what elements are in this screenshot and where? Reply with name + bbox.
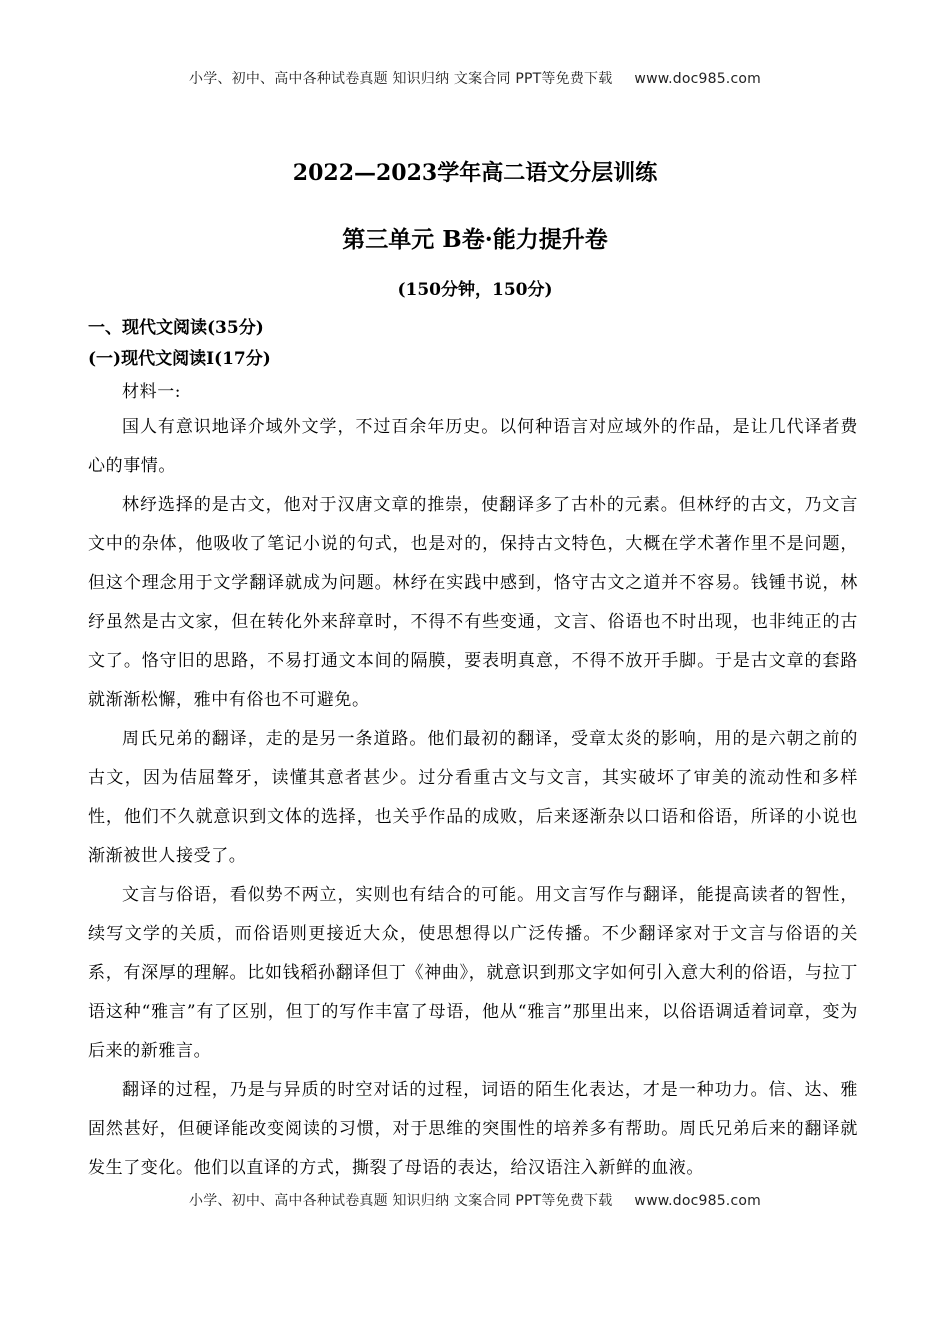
header-site-link[interactable]: www.doc985.com: [634, 71, 761, 87]
header-text: 小学、初中、高中各种试卷真题 知识归纳 文案合同 PPT等免费下载: [189, 71, 613, 87]
material-label: 材料一:: [122, 382, 182, 402]
exam-title: 2022—2023学年高二语文分层训练: [292, 160, 658, 186]
paragraph: 林纾选择的是古文，他对于汉唐文章的推崇，使翻译多了古朴的元素。但林纾的古文，乃文言文中的杂体，他吸收了笔记小说的句式，也是对的，保持古文特色，大概在学术著作里不是问题，但这个理念用于文学翻译就成为问题。林纾在实践中感到，恪守古文之道并不容易。钱锺书说，林纾虽然是古文家，但在转化外来辞章时，不得不有些变通，文言、俗语也不时出现，也非纯正的古文了。恪守旧的思路，不易打通文本间的隔膜，要表明真意，不得不放开手脚。于是古文章的套路就渐渐松懈，雅中有俗也不可避免。: [88, 495, 858, 710]
paragraph: 国人有意识地译介域外文学，不过百余年历史。以何种语言对应域外的作品，是让几代译者费心的事情。: [88, 417, 858, 476]
footer-site-link[interactable]: www.doc985.com: [634, 1193, 761, 1209]
section-heading-part1: 一、现代文阅读(35分): [88, 318, 264, 338]
footer-text: 小学、初中、高中各种试卷真题 知识归纳 文案合同 PPT等免费下载: [189, 1193, 613, 1209]
reading-material: [88, 378, 858, 1188]
section-heading-part1-1: (一)现代文阅读Ⅰ(17分): [88, 349, 271, 369]
exam-subtitle: 第三单元 B卷·能力提升卷: [342, 226, 608, 253]
paragraph: 翻译的过程，乃是与异质的时空对话的过程，词语的陌生化表达，才是一种功力。信、达、雅固然甚好，但硬译能改变阅读的习惯，对于思维的突围性的培养多有帮助。周氏兄弟后来的翻译就发生了变化。他们以直译的方式，撕裂了母语的表达，给汉语注入新鲜的血液。: [88, 1080, 858, 1178]
exam-time-score: (150分钟，150分): [397, 280, 553, 300]
paragraph: 周氏兄弟的翻译，走的是另一条道路。他们最初的翻译，受章太炎的影响，用的是六朝之前的古文，因为佶屈聱牙，读懂其意者甚少。过分看重古文与文言，其实破坏了审美的流动性和多样性，他们不久就意识到文体的选择，也关乎作品的成败，后来逐渐杂以口语和俗语，所译的小说也渐渐被世人接受了。: [88, 729, 858, 866]
page-footer: [0, 1190, 950, 1210]
page-header: [0, 68, 950, 88]
paragraph: 文言与俗语，看似势不两立，实则也有结合的可能。用文言写作与翻译，能提高读者的智性，续写文学的关质，而俗语则更接近大众，使思想得以广泛传播。不少翻译家对于文言与俗语的关系，有深厚的理解。比如钱稻孙翻译但丁《神曲》，就意识到那文字如何引入意大利的俗语，与拉丁语这种“雅言”有了区别，但丁的写作丰富了母语，他从“雅言”那里出来，以俗语调适着词章，变为后来的新雅言。: [88, 885, 858, 1061]
